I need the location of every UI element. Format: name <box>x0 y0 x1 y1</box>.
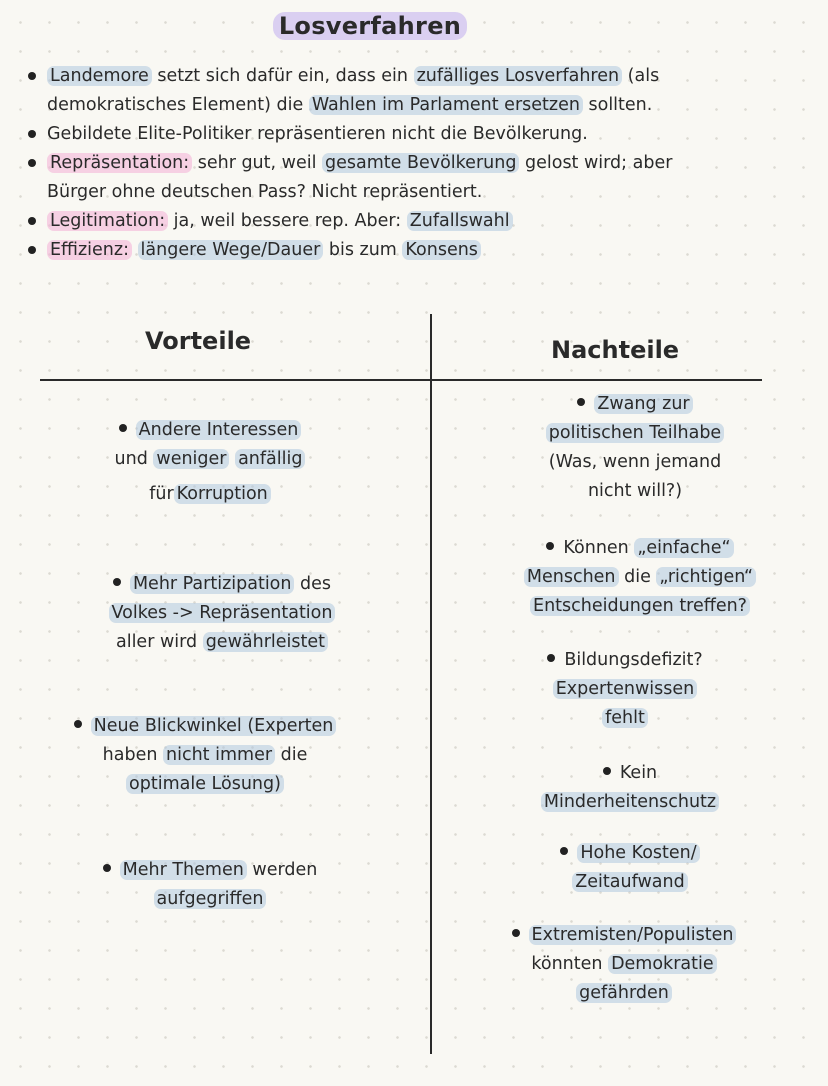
intro-text: gelost wird; aber <box>519 153 673 173</box>
bullet-dot-icon <box>547 654 555 662</box>
intro-text: setzt sich dafür ein, dass ein <box>151 66 414 86</box>
note-text: Bildungsdefizit? <box>564 650 703 670</box>
intro-text: längere Wege/Dauer <box>138 240 324 260</box>
nachteil-item <box>520 390 750 506</box>
column-header-vorteile: Vorteile <box>145 327 252 355</box>
vorteil-item <box>92 856 328 914</box>
bullet-dot-icon <box>103 864 111 872</box>
note-text: politischen Teilhabe <box>546 423 724 443</box>
note-text: für <box>149 484 174 504</box>
note-text: optimale Lösung) <box>126 774 284 794</box>
intro-text: Bürger ohne deutschen Pass? Nicht repräsentiert. <box>47 182 483 202</box>
note-text: werden <box>246 860 318 880</box>
note-text: und <box>114 449 154 469</box>
note-text: weniger <box>153 449 229 469</box>
note-text: Volkes -> Repräsentation <box>109 603 336 623</box>
note-text: Können <box>563 538 635 558</box>
vorteil-item <box>86 570 358 657</box>
tchart-horizontal-divider <box>40 379 762 381</box>
note-text: nicht immer <box>163 745 275 765</box>
note-text: Minderheitenschutz <box>541 792 719 812</box>
note-text: Entscheidungen treffen? <box>530 596 750 616</box>
note-text: (Was, wenn jemand <box>548 452 722 472</box>
note-text: nicht will?) <box>587 481 683 501</box>
nachteil-item <box>520 759 740 817</box>
intro-text: demokratisches Element) die <box>47 95 309 115</box>
intro-bullet-repraesentation <box>26 149 766 207</box>
intro-bullet-landemore <box>26 62 766 120</box>
bullet-dot-icon <box>546 542 554 550</box>
intro-bullet-elite <box>26 120 766 149</box>
bullet-dot-icon <box>577 398 585 406</box>
note-text: die <box>618 567 657 587</box>
note-text: Mehr Themen <box>120 860 247 880</box>
note-text: aller wird <box>115 632 203 652</box>
nachteil-item <box>500 534 780 621</box>
intro-list <box>26 62 766 265</box>
note-text: Andere Interessen <box>136 420 302 440</box>
nachteil-item <box>525 646 725 733</box>
bullet-dot-icon <box>603 767 611 775</box>
intro-text: sollten. <box>582 95 653 115</box>
note-text: die <box>275 745 308 765</box>
intro-text: Wahlen im Parlament ersetzen <box>309 95 583 115</box>
note-text: Mehr Partizipation <box>130 574 295 594</box>
vorteil-item <box>100 416 320 509</box>
intro-text: ja, weil bessere rep. Aber: <box>168 211 407 231</box>
note-text: gefährden <box>576 983 672 1003</box>
note-text: „richtigen“ <box>656 567 756 587</box>
note-text: Zeitaufwand <box>572 872 687 892</box>
title-text: Losverfahren <box>273 12 467 40</box>
note-text: anfällig <box>235 449 305 469</box>
note-text: fehlt <box>602 708 648 728</box>
intro-text: Landemore <box>47 66 152 86</box>
bullet-dot-icon <box>119 424 127 432</box>
note-text: Neue Blickwinkel (Experten <box>91 716 337 736</box>
bullet-dot-icon <box>512 929 520 937</box>
intro-label: Legitimation: <box>47 211 168 231</box>
note-text: des <box>294 574 332 594</box>
note-text: Hohe Kosten/ <box>577 843 699 863</box>
tchart-vertical-divider <box>430 314 432 1054</box>
intro-text: gesamte Bevölkerung <box>322 153 519 173</box>
intro-text: (als <box>622 66 660 86</box>
intro-bullet-effizienz <box>26 236 766 265</box>
note-text: Expertenwissen <box>553 679 697 699</box>
intro-label: Repräsentation: <box>47 153 192 173</box>
nachteil-item <box>496 921 752 1008</box>
intro-text: Gebildete Elite-Politiker repräsentieren nicht die Bevölkerung. <box>47 124 588 144</box>
column-header-nachteile: Nachteile <box>551 336 680 364</box>
bullet-dot-icon <box>113 578 121 586</box>
note-text: Menschen <box>524 567 619 587</box>
intro-text: Zufallswahl <box>407 211 513 231</box>
vorteil-item <box>60 712 350 799</box>
note-text: Zwang zur <box>594 394 692 414</box>
nachteil-item <box>520 839 740 897</box>
page-title <box>0 12 740 40</box>
note-text: Korruption <box>174 484 271 504</box>
note-text: Demokratie <box>608 954 717 974</box>
intro-text: zufälliges Losverfahren <box>414 66 623 86</box>
note-text: aufgegriffen <box>154 889 267 909</box>
intro-text: Konsens <box>402 240 481 260</box>
intro-text: sehr gut, weil <box>192 153 323 173</box>
note-text: könnten <box>531 954 609 974</box>
intro-text: bis zum <box>323 240 403 260</box>
note-text: Extremisten/Populisten <box>529 925 737 945</box>
note-text: gewährleistet <box>203 632 328 652</box>
bullet-dot-icon <box>560 847 568 855</box>
intro-bullet-legitimation <box>26 207 766 236</box>
bullet-dot-icon <box>74 720 82 728</box>
intro-text <box>132 240 138 260</box>
note-text: haben <box>102 745 164 765</box>
note-text: „einfache“ <box>634 538 733 558</box>
intro-label: Effizienz: <box>47 240 132 260</box>
note-text: Kein <box>619 763 658 783</box>
